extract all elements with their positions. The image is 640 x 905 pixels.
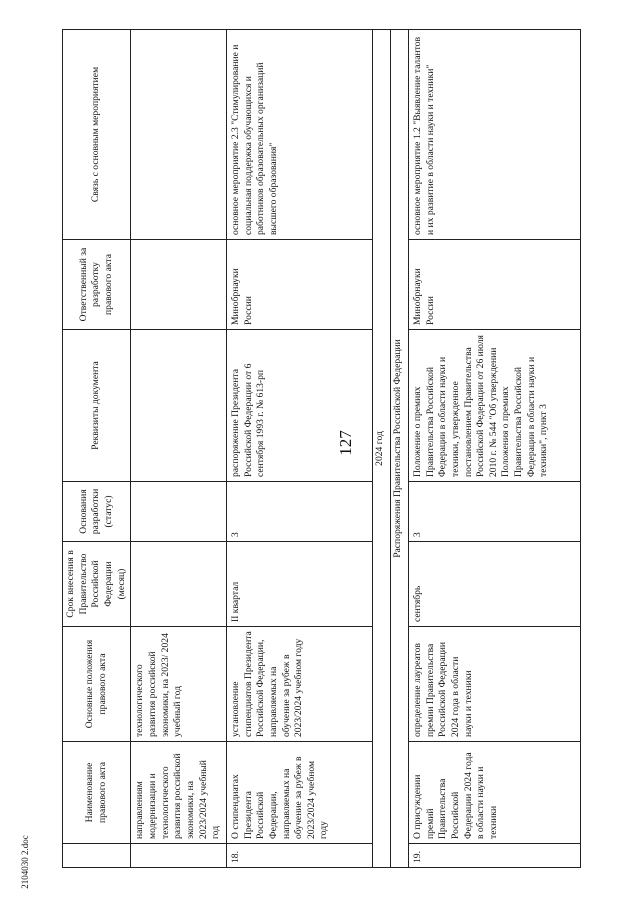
rotated-table-container	[62, 30, 574, 868]
document-code: 2104030 2.doc	[20, 835, 30, 889]
table-header-row	[63, 30, 131, 868]
header-basis: Основания разработки (статус)	[63, 482, 131, 542]
header-num	[63, 844, 131, 868]
section-year: 2024 год	[372, 30, 390, 868]
cell-num: 18.	[226, 844, 372, 868]
header-main: Основные положения правового акта	[63, 627, 131, 742]
cell-responsible: Минобрнауки России	[408, 240, 580, 330]
cell-link: основное мероприятие 2.3 "Стимулирование и социальная поддержка обучающихся и работников образовательных организаций высшего образования"	[226, 30, 372, 240]
cell-link	[131, 30, 227, 240]
section-title: Распоряжения Правительства Российской Федерации	[390, 30, 408, 868]
cell-deadline	[131, 542, 227, 627]
header-link: Связь с основным мероприятием	[63, 30, 131, 240]
cell-requisites: распоряжение Президента Российской Федерации от 6 сентября 1993 г. № 613-рп	[226, 330, 372, 482]
header-name: Наименование правового акта	[63, 742, 131, 844]
header-deadline: Срок внесения в Правительство Российской Федерации (месяц)	[63, 542, 131, 627]
table-row	[226, 30, 372, 868]
cell-deadline: II квартал	[226, 542, 372, 627]
cell-main: установление стипендиатов Президента Российской Федерации, направляемых на обучение за рубеж в 2023/2024 учебном году	[226, 627, 372, 742]
cell-deadline: сентябрь	[408, 542, 580, 627]
cell-num	[131, 844, 227, 868]
page-number: 127	[336, 430, 355, 456]
cell-link: основное мероприятие 1.2 "Выявление талантов и их развитие в области науки и техники"	[408, 30, 580, 240]
cell-responsible: Минобрнауки России	[226, 240, 372, 330]
cell-name: направлениям модернизации и технологического развития российской экономики, на 2023/2024 учебный год	[131, 742, 227, 844]
legal-acts-table	[62, 29, 581, 868]
cell-responsible	[131, 240, 227, 330]
cell-requisites	[131, 330, 227, 482]
cell-name: О стипендиатах Президента Российской Федерации, направляемых на обучение за рубеж в 2023/2024 учебном году	[226, 742, 372, 844]
cell-basis: 3	[408, 482, 580, 542]
cell-num: 19.	[408, 844, 580, 868]
cell-name: О присуждении премий Правительства Российской Федерации 2024 года в области науки и техники	[408, 742, 580, 844]
cell-basis: 3	[226, 482, 372, 542]
cell-main: определение лауреатов премии Правительства Российской Федерации 2024 года в области науки и техники	[408, 627, 580, 742]
cell-basis	[131, 482, 227, 542]
cell-main: технологического развития российской экономики, на 2023/ 2024 учебный год	[131, 627, 227, 742]
table-row-continued	[131, 30, 227, 868]
table-row	[408, 30, 580, 868]
cell-requisites: Положение о премиях Правительства Российской Федерации в области науки и техники, утвержденное постановлением Правительства Российской Федерации от 26 июля 2010 г. № 544 "Об утверждении Положения о премиях Правительства Российской Федерации в области науки и техники", пункт 3	[408, 330, 580, 482]
header-requisites: Реквизиты документа	[63, 330, 131, 482]
section-title-row	[390, 30, 408, 868]
header-responsible: Ответственный за разработку правового акта	[63, 240, 131, 330]
section-year-row	[372, 30, 390, 868]
